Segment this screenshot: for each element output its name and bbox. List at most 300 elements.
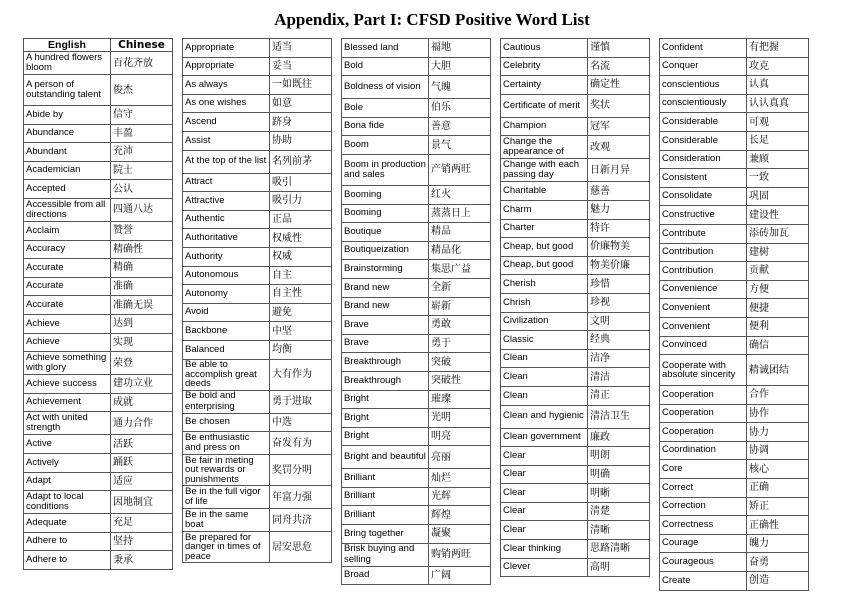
word-row	[660, 497, 809, 516]
english-term: Brave	[342, 334, 429, 353]
chinese-term: 信守	[111, 106, 173, 125]
chinese-term: 产销两旺	[429, 154, 491, 185]
chinese-term: 正确性	[747, 516, 809, 535]
english-term: Cheap, but good	[501, 256, 588, 275]
chinese-term: 建树	[747, 243, 809, 262]
chinese-term: 景气	[429, 136, 491, 155]
word-row	[24, 333, 173, 352]
english-term: Clear thinking	[501, 540, 588, 559]
chinese-term: 清正	[588, 386, 650, 405]
english-term: Courage	[660, 534, 747, 553]
english-term: Clever	[501, 558, 588, 577]
english-term: Clean	[501, 386, 588, 405]
word-row	[342, 185, 491, 204]
chinese-term: 中坚	[270, 322, 332, 341]
chinese-term: 凝聚	[429, 525, 491, 544]
english-term: Civilization	[501, 312, 588, 331]
word-row	[501, 521, 650, 540]
word-row	[660, 131, 809, 150]
chinese-term: 灿烂	[429, 469, 491, 488]
chinese-term: 协作	[747, 404, 809, 423]
word-row	[660, 423, 809, 442]
english-term: Convenience	[660, 280, 747, 299]
english-term: Clear	[501, 521, 588, 540]
word-row	[660, 404, 809, 423]
word-row	[24, 198, 173, 221]
english-term: Assist	[183, 131, 270, 150]
word-row	[660, 113, 809, 132]
chinese-term: 确信	[747, 336, 809, 355]
chinese-term: 赞誉	[111, 221, 173, 240]
english-term: Convenient	[660, 317, 747, 336]
english-term: Contribution	[660, 262, 747, 281]
word-row	[342, 154, 491, 185]
chinese-term: 创造	[747, 572, 809, 591]
chinese-term: 妥当	[270, 57, 332, 76]
chinese-term: 充沛	[111, 143, 173, 162]
chinese-term: 辉煌	[429, 506, 491, 525]
word-row	[660, 386, 809, 405]
chinese-term: 活跃	[111, 435, 173, 454]
english-term: A person of outstanding talent	[24, 75, 111, 106]
word-row	[183, 131, 332, 150]
english-term: Accepted	[24, 180, 111, 199]
chinese-term: 核心	[747, 460, 809, 479]
chinese-term: 荣登	[111, 352, 173, 375]
word-row	[342, 136, 491, 155]
chinese-term: 特许	[588, 219, 650, 238]
word-row	[501, 386, 650, 405]
english-term: Be in the full vigor of life	[183, 486, 270, 509]
word-row	[24, 143, 173, 162]
english-term: Clear	[501, 465, 588, 484]
word-row	[501, 558, 650, 577]
chinese-term: 集思广益	[429, 260, 491, 279]
english-term: A hundred flowers bloom	[24, 52, 111, 75]
word-row	[183, 432, 332, 455]
word-row	[183, 509, 332, 532]
english-term: Cooperation	[660, 386, 747, 405]
chinese-term: 合作	[747, 386, 809, 405]
english-term: Clean	[501, 349, 588, 368]
word-row	[24, 491, 173, 514]
chinese-term: 突破性	[429, 371, 491, 390]
word-row	[501, 136, 650, 159]
word-row	[342, 99, 491, 118]
english-term: Boutiqueization	[342, 241, 429, 260]
english-term: Confident	[660, 39, 747, 58]
chinese-term: 准确	[111, 277, 173, 296]
word-row	[183, 192, 332, 211]
chinese-term: 奖罚分明	[270, 455, 332, 486]
english-term: Clear	[501, 447, 588, 466]
english-term: Adhere to	[24, 551, 111, 570]
chinese-term: 可观	[747, 113, 809, 132]
english-term: Attract	[183, 173, 270, 192]
word-row	[24, 314, 173, 333]
word-row	[501, 39, 650, 58]
english-term: Achieve something with glory	[24, 352, 111, 375]
word-row	[501, 159, 650, 182]
word-row	[24, 551, 173, 570]
word-row	[183, 532, 332, 563]
word-row	[660, 243, 809, 262]
word-row	[660, 336, 809, 355]
english-term: Breakthrough	[342, 353, 429, 372]
chinese-term: 攻克	[747, 57, 809, 76]
chinese-term: 年富力强	[270, 486, 332, 509]
chinese-term: 改观	[588, 136, 650, 159]
chinese-term: 文明	[588, 312, 650, 331]
english-term: Certificate of merit	[501, 94, 588, 117]
word-table-column-3	[341, 38, 491, 585]
english-term: Boom	[342, 136, 429, 155]
word-row	[342, 278, 491, 297]
english-term: Acclaim	[24, 221, 111, 240]
english-term: Achieve	[24, 333, 111, 352]
word-row	[660, 460, 809, 479]
word-row	[342, 487, 491, 506]
english-term: Coordination	[660, 441, 747, 460]
english-term: Convinced	[660, 336, 747, 355]
chinese-term: 同舟共济	[270, 509, 332, 532]
word-row	[501, 238, 650, 257]
page-title: Appendix, Part I: CFSD Positive Word List	[274, 10, 590, 29]
word-row	[183, 94, 332, 113]
english-term: Bright	[342, 409, 429, 428]
word-row	[342, 39, 491, 58]
chinese-term: 经典	[588, 331, 650, 350]
chinese-term: 兼顾	[747, 150, 809, 169]
english-term: Cooperation	[660, 404, 747, 423]
english-term: Booming	[342, 185, 429, 204]
word-row	[24, 412, 173, 435]
word-row	[24, 106, 173, 125]
chinese-term: 清晰	[588, 521, 650, 540]
word-row	[501, 447, 650, 466]
english-term: Considerable	[660, 113, 747, 132]
english-term: Authentic	[183, 210, 270, 229]
chinese-term: 魄力	[747, 534, 809, 553]
chinese-term: 红火	[429, 185, 491, 204]
chinese-term: 便利	[747, 317, 809, 336]
chinese-term: 中选	[270, 413, 332, 432]
chinese-term: 全新	[429, 278, 491, 297]
word-row	[342, 353, 491, 372]
english-term: Contribute	[660, 224, 747, 243]
word-row	[183, 340, 332, 359]
chinese-term: 院士	[111, 161, 173, 180]
chinese-term: 秉承	[111, 551, 173, 570]
chinese-term: 气魄	[429, 76, 491, 99]
word-row	[501, 219, 650, 238]
chinese-term: 日新月异	[588, 159, 650, 182]
english-term: Breakthrough	[342, 371, 429, 390]
chinese-term: 方便	[747, 280, 809, 299]
english-term: Bole	[342, 99, 429, 118]
word-table-column-1	[23, 38, 173, 570]
english-term: Cheap, but good	[501, 238, 588, 257]
english-term: Appropriate	[183, 39, 270, 58]
english-term: Active	[24, 435, 111, 454]
english-term: Abundance	[24, 124, 111, 143]
word-row	[342, 57, 491, 76]
english-term: Contribution	[660, 243, 747, 262]
chinese-term: 思路清晰	[588, 540, 650, 559]
word-row	[24, 180, 173, 199]
word-row	[24, 375, 173, 394]
chinese-term: 精品	[429, 223, 491, 242]
english-term: Clean	[501, 368, 588, 387]
chinese-term: 勇敢	[429, 316, 491, 335]
chinese-term: 认真	[747, 76, 809, 95]
english-term: Be able to accomplish great deeds	[183, 359, 270, 390]
english-term: Charitable	[501, 182, 588, 201]
chinese-term: 崭新	[429, 297, 491, 316]
word-row	[660, 441, 809, 460]
english-term: conscientious	[660, 76, 747, 95]
english-term: Adapt to local conditions	[24, 491, 111, 514]
chinese-term: 慈善	[588, 182, 650, 201]
english-term: Cherish	[501, 275, 588, 294]
chinese-term: 物美价廉	[588, 256, 650, 275]
chinese-term: 洁净	[588, 349, 650, 368]
english-term: Adapt	[24, 472, 111, 491]
word-row	[24, 161, 173, 180]
chinese-term: 勇于	[429, 334, 491, 353]
english-term: Clear	[501, 502, 588, 521]
word-row	[342, 260, 491, 279]
word-row	[660, 516, 809, 535]
english-term: As always	[183, 76, 270, 95]
english-term: Avoid	[183, 303, 270, 322]
chinese-term: 达到	[111, 314, 173, 333]
word-row	[342, 543, 491, 566]
word-row	[24, 124, 173, 143]
chinese-term: 正品	[270, 210, 332, 229]
word-row	[501, 349, 650, 368]
english-term: Accurate	[24, 277, 111, 296]
english-term: Classic	[501, 331, 588, 350]
english-term: Brand new	[342, 278, 429, 297]
chinese-term: 光明	[429, 409, 491, 428]
english-term: Bright	[342, 390, 429, 409]
english-term: Change the appearance of	[501, 136, 588, 159]
chinese-term: 奋勇	[747, 553, 809, 572]
word-row	[183, 486, 332, 509]
english-term: Correctness	[660, 516, 747, 535]
word-row	[660, 76, 809, 95]
chinese-term: 协助	[270, 131, 332, 150]
word-row	[660, 57, 809, 76]
word-row	[501, 293, 650, 312]
english-term: Authoritative	[183, 229, 270, 248]
english-term: Autonomous	[183, 266, 270, 285]
chinese-term: 谨慎	[588, 39, 650, 58]
word-row	[660, 553, 809, 572]
word-row	[183, 266, 332, 285]
table-header-row	[24, 39, 173, 52]
chinese-term: 正确	[747, 479, 809, 498]
chinese-term: 通力合作	[111, 412, 173, 435]
chinese-term: 矫正	[747, 497, 809, 516]
word-row	[342, 566, 491, 585]
header-english: English	[24, 39, 111, 52]
english-term: Achieve success	[24, 375, 111, 394]
english-term: Backbone	[183, 322, 270, 341]
word-row	[660, 299, 809, 318]
word-row	[183, 173, 332, 192]
english-term: Clean government	[501, 428, 588, 447]
chinese-term: 购销两旺	[429, 543, 491, 566]
word-row	[660, 187, 809, 206]
english-term: Cooperate with absolute sincerity	[660, 355, 747, 386]
english-term: Brilliant	[342, 487, 429, 506]
word-row	[342, 204, 491, 223]
english-term: Balanced	[183, 340, 270, 359]
english-term: Be bold and enterprising	[183, 390, 270, 413]
word-row	[501, 76, 650, 95]
english-term: Convenient	[660, 299, 747, 318]
chinese-term: 璀璨	[429, 390, 491, 409]
chinese-term: 精确	[111, 259, 173, 278]
chinese-term: 突破	[429, 353, 491, 372]
english-term: Bright	[342, 427, 429, 446]
chinese-term: 认认真真	[747, 94, 809, 113]
chinese-term: 光辉	[429, 487, 491, 506]
word-row	[501, 540, 650, 559]
english-term: Bright and beautiful	[342, 446, 429, 469]
english-term: Certainty	[501, 76, 588, 95]
english-term: Actively	[24, 453, 111, 472]
english-term: Bring together	[342, 525, 429, 544]
chinese-term: 明确	[588, 465, 650, 484]
chinese-term: 伯乐	[429, 99, 491, 118]
english-term: Be chosen	[183, 413, 270, 432]
chinese-term: 价廉物美	[588, 238, 650, 257]
english-term: Blessed land	[342, 39, 429, 58]
word-row	[342, 525, 491, 544]
word-row	[501, 484, 650, 503]
english-term: Act with united strength	[24, 412, 111, 435]
word-row	[183, 455, 332, 486]
word-row	[660, 150, 809, 169]
word-row	[501, 275, 650, 294]
chinese-term: 居安思危	[270, 532, 332, 563]
word-row	[183, 359, 332, 390]
english-term: Accurate	[24, 259, 111, 278]
word-row	[501, 405, 650, 428]
word-row	[501, 428, 650, 447]
chinese-term: 奋发有为	[270, 432, 332, 455]
chinese-term: 精诚团结	[747, 355, 809, 386]
word-row	[660, 39, 809, 58]
chinese-term: 明晰	[588, 484, 650, 503]
english-term: Correction	[660, 497, 747, 516]
chinese-term: 高明	[588, 558, 650, 577]
english-term: Achievement	[24, 393, 111, 412]
chinese-term: 明朗	[588, 447, 650, 466]
header-chinese: Chinese	[111, 39, 173, 52]
chinese-term: 适当	[270, 39, 332, 58]
word-row	[342, 223, 491, 242]
english-term: conscientiously	[660, 94, 747, 113]
word-row	[660, 572, 809, 591]
word-row	[342, 316, 491, 335]
word-row	[501, 312, 650, 331]
english-term: Considerable	[660, 131, 747, 150]
chinese-term: 贡献	[747, 262, 809, 281]
chinese-term: 大胆	[429, 57, 491, 76]
word-row	[24, 352, 173, 375]
word-row	[501, 57, 650, 76]
chinese-term: 广阔	[429, 566, 491, 585]
english-term: Brilliant	[342, 506, 429, 525]
english-term: Core	[660, 460, 747, 479]
word-row	[342, 390, 491, 409]
chinese-term: 清洁	[588, 368, 650, 387]
chinese-term: 廉政	[588, 428, 650, 447]
word-row	[342, 506, 491, 525]
chinese-term: 冠军	[588, 117, 650, 136]
chinese-term: 吸引力	[270, 192, 332, 211]
english-term: Charter	[501, 219, 588, 238]
chinese-term: 珍视	[588, 293, 650, 312]
english-term: Broad	[342, 566, 429, 585]
english-term: Charm	[501, 200, 588, 219]
chinese-term: 适应	[111, 472, 173, 491]
word-row	[660, 262, 809, 281]
english-term: Attractive	[183, 192, 270, 211]
english-term: Boom in production and sales	[342, 154, 429, 185]
english-term: Consolidate	[660, 187, 747, 206]
word-row	[24, 259, 173, 278]
chinese-term: 成就	[111, 393, 173, 412]
chinese-term: 权威性	[270, 229, 332, 248]
chinese-term: 名列前茅	[270, 150, 332, 173]
word-row	[183, 303, 332, 322]
word-row	[342, 446, 491, 469]
english-term: Celebrity	[501, 57, 588, 76]
word-row	[501, 331, 650, 350]
word-row	[183, 57, 332, 76]
chinese-term: 吸引	[270, 173, 332, 192]
chinese-term: 清楚	[588, 502, 650, 521]
chinese-term: 一致	[747, 169, 809, 188]
chinese-term: 建功立业	[111, 375, 173, 394]
english-term: Accessible from all directions	[24, 198, 111, 221]
chinese-term: 四通八达	[111, 198, 173, 221]
word-row	[501, 256, 650, 275]
english-term: Brilliant	[342, 469, 429, 488]
english-term: Adequate	[24, 514, 111, 533]
word-row	[24, 453, 173, 472]
chinese-term: 跻身	[270, 113, 332, 132]
word-row	[501, 465, 650, 484]
chinese-term: 丰盈	[111, 124, 173, 143]
word-row	[183, 76, 332, 95]
english-term: At the top of the list	[183, 150, 270, 173]
word-row	[342, 469, 491, 488]
word-row	[183, 390, 332, 413]
chinese-term: 亮丽	[429, 446, 491, 469]
english-term: Boutique	[342, 223, 429, 242]
english-term: Constructive	[660, 206, 747, 225]
word-row	[24, 514, 173, 533]
chinese-term: 避免	[270, 303, 332, 322]
chinese-term: 公认	[111, 180, 173, 199]
chinese-term: 实现	[111, 333, 173, 352]
